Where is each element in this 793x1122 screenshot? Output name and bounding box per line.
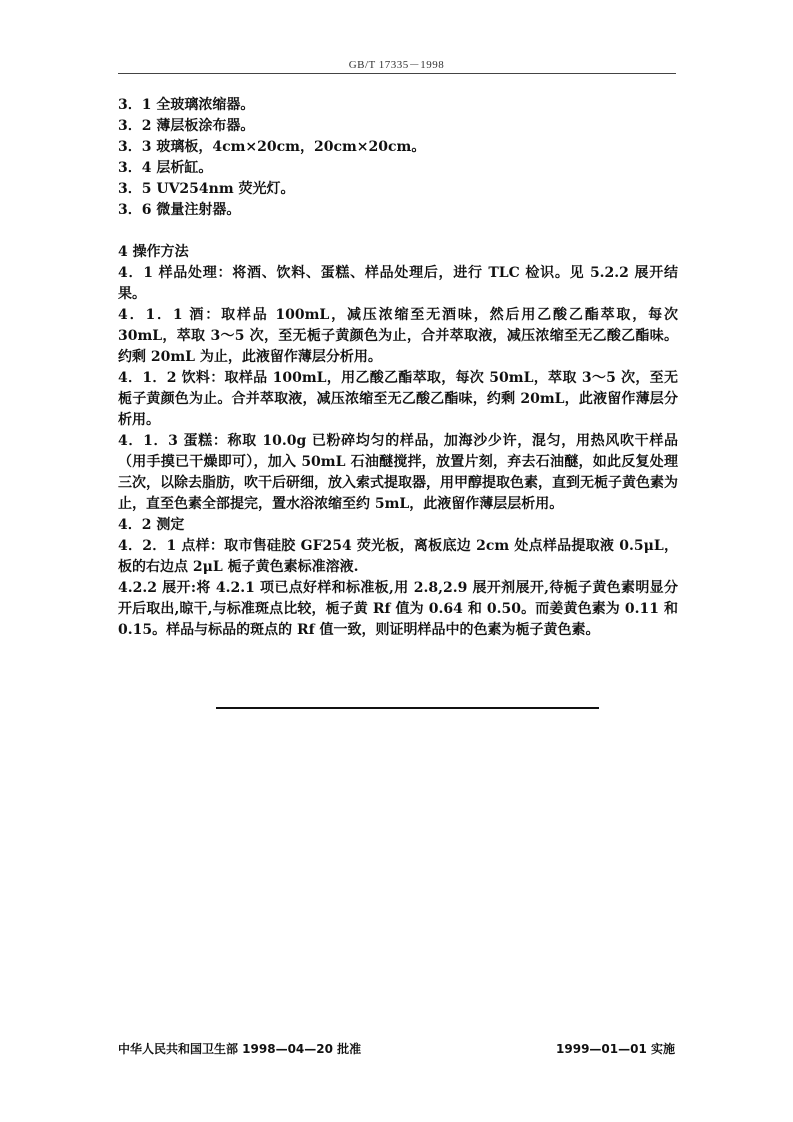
standard-code: GB/T 17335－1998 — [348, 59, 445, 71]
paragraph-4-1: 4．1 样品处理：将酒、饮料、蛋糕、样品处理后，进行 TLC 检识。见 5.2.2 展开结果。 — [118, 265, 678, 302]
subsection-heading: 4．2 测定 — [118, 517, 185, 533]
implementation-date: 1999—01—01 实施 — [556, 1042, 675, 1056]
apparatus-item: 3．6 微量注射器。 — [118, 202, 241, 218]
apparatus-item: 3．5 UV254nm 荧光灯。 — [118, 181, 295, 197]
apparatus-item: 3．1 全玻璃浓缩器。 — [118, 97, 255, 113]
approval-date: 中华人民共和国卫生部 1998—04—20 批准 — [118, 1042, 362, 1056]
paragraph-4-2-2: 4.2.2 展开:将 4.2.1 项已点好样和标准板,用 2.8,2.9 展开剂展开,待栀子黄色素明显分开后取出,晾干,与标准斑点比较，栀子黄 Rf 值为 0.64 和 0.50。而姜黄色素为 0.11 和 0.15。样品与标品的斑点的 Rf 值一致，则证明样品中的色素为栀子黄色素。 — [118, 580, 678, 638]
paragraph-4-1-3: 4．1．3 蛋糕：称取 10.0g 已粉碎均匀的样品，加海沙少许，混匀，用热风吹干样品（用手摸已干燥即可），加入 50mL 石油醚搅拌，放置片刻，弃去石油醚，如此反复处理三次，以除去脂肪，吹干后研细，放入索式提取器，用甲醇提取色素，直到无栀子黄色素为止，直至色素全部提完，置水浴浓缩至约 5mL，此液留作薄层层析用。 — [118, 433, 678, 512]
paragraph-4-2-1: 4．2．1 点样：取市售硅胶 GF254 荧光板，离板底边 2cm 处点样品提取液 0.5μL，板的右边点 2μL 栀子黄色素标准溶液. — [118, 538, 678, 575]
document-body — [118, 95, 678, 641]
end-of-text-rule — [216, 707, 599, 709]
header-divider — [118, 73, 676, 74]
paragraph-4-1-1: 4．1．1 酒：取样品 100mL，减压浓缩至无酒味，然后用乙酸乙酯萃取，每次 30mL，萃取 3～5 次，至无栀子黄颜色为止，合并萃取液，减压浓缩至无乙酸乙酯味。约剩 20mL 为止，此液留作薄层分析用。 — [118, 307, 678, 365]
apparatus-item: 3．4 层析缸。 — [118, 160, 213, 176]
apparatus-item: 3．2 薄层板涂布器。 — [118, 118, 255, 134]
paragraph-4-1-2: 4．1．2 饮料：取样品 100mL，用乙酸乙酯萃取，每次 50mL，萃取 3～5 次，至无栀子黄颜色为止。合并萃取液，减压浓缩至无乙酸乙酯味，约剩 20mL，此液留作薄层分析用。 — [118, 370, 678, 428]
section-heading: 4 操作方法 — [118, 244, 189, 260]
apparatus-item: 3．3 玻璃板，4cm×20cm，20cm×20cm。 — [118, 139, 426, 155]
